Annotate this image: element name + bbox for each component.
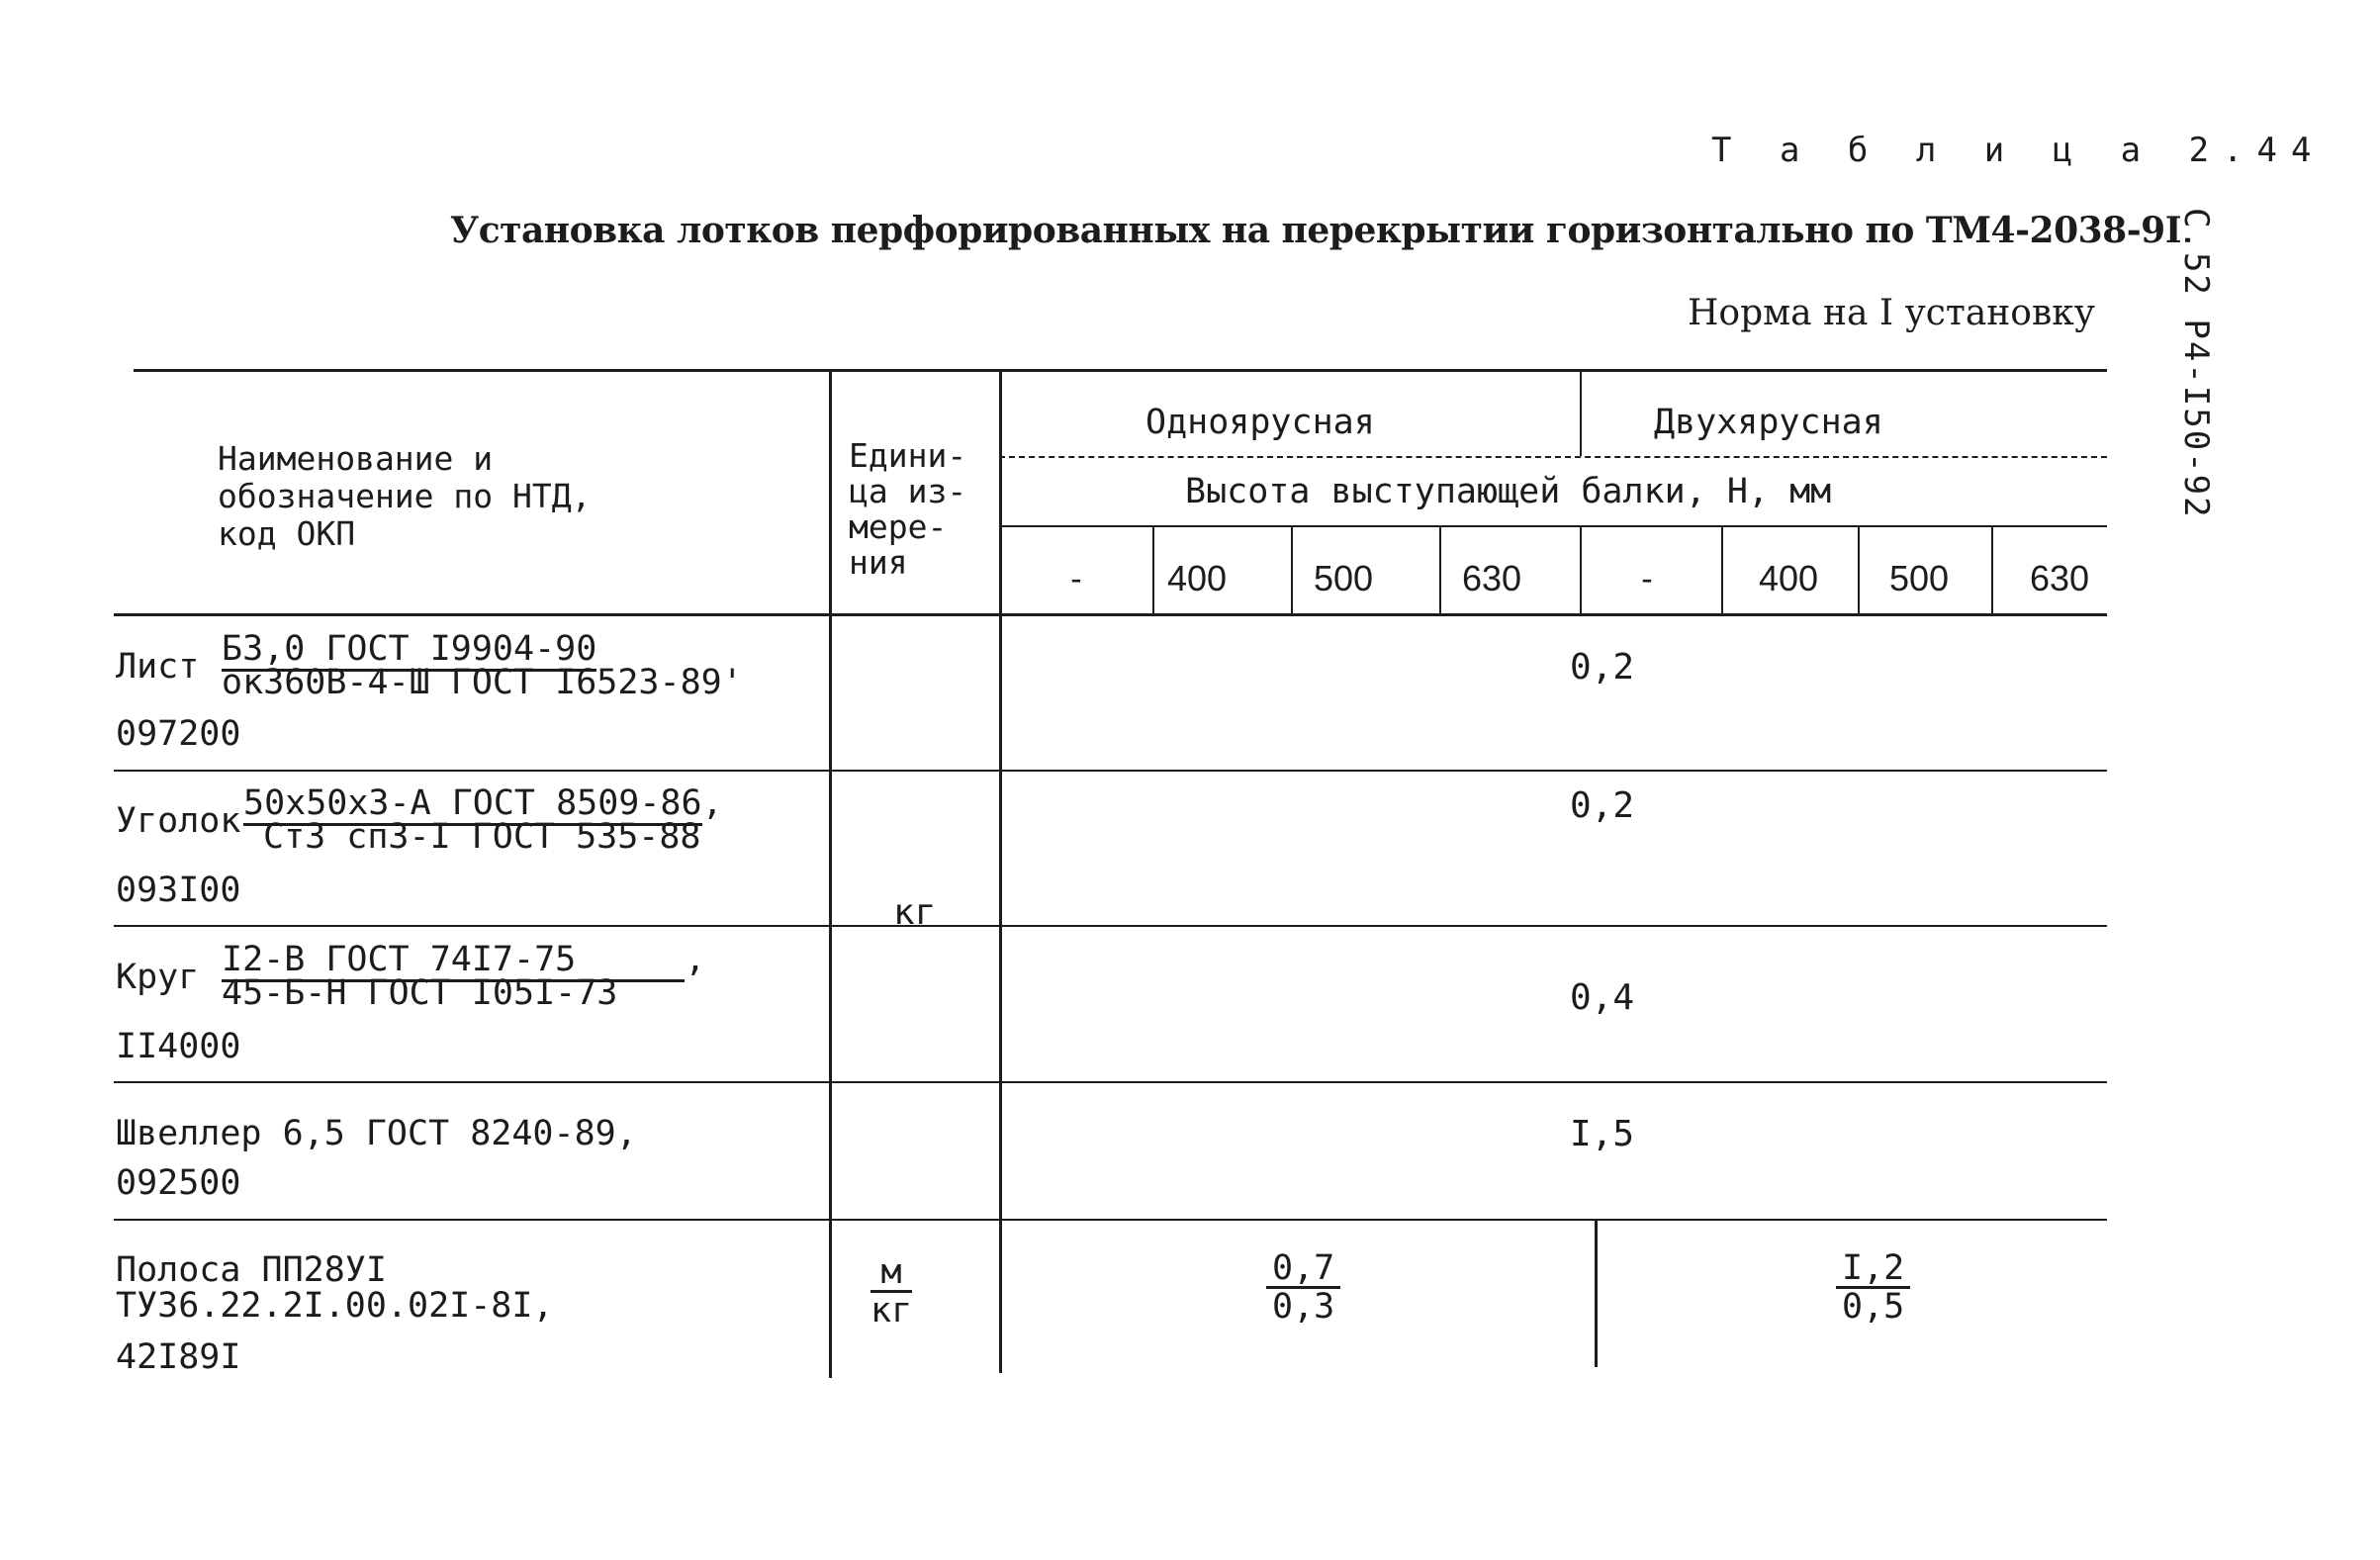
unit-col-header: Едини- ца из- мере- ния <box>849 436 967 582</box>
row-5-line1: Полоса ПП28УI <box>116 1250 387 1290</box>
row-3-numerator: I2-В ГОСТ 74I7-75 , <box>222 940 705 979</box>
unit-col-right-border <box>999 369 1002 1373</box>
header-bottom-border <box>114 613 2107 616</box>
side-code: С.52 Р4-I50-92 <box>2176 208 2216 519</box>
height-sep-5 <box>1721 525 1723 613</box>
group-double-header: Двухярусная <box>1654 403 1883 442</box>
page-title: Установка лотков перфорированных на перекрытии горизонтально по ТМ4-2038-9I <box>450 210 2182 251</box>
row-2-numerator: 50х50х3-А ГОСТ 8509-86, <box>243 783 723 823</box>
row-1-prefix: Лист <box>116 647 200 687</box>
height-sep-2 <box>1291 525 1293 613</box>
row-2-prefix: Уголок <box>116 801 241 841</box>
height-cell: 400 <box>1167 558 1228 598</box>
group-single-header: Одноярусная <box>1145 403 1375 442</box>
row-1-numerator: Б3,0 ГОСТ I9904-90 <box>222 629 596 669</box>
row-5-unit: м кг <box>870 1252 913 1331</box>
row-3-prefix: Круг <box>116 958 200 997</box>
last-row-group-separator <box>1595 1219 1598 1367</box>
height-cell: 630 <box>1462 558 1522 598</box>
row-4-line1: Швеллер 6,5 ГОСТ 8240-89, <box>116 1114 637 1153</box>
height-sep-1 <box>1152 525 1154 613</box>
height-cell: 500 <box>1314 558 1374 598</box>
row-divider-3 <box>114 1081 2107 1083</box>
height-sep-7 <box>1991 525 1993 613</box>
row-3-value: 0,4 <box>1570 977 1635 1018</box>
row-3-code: II4000 <box>116 1027 241 1066</box>
height-cell: - <box>1066 559 1086 597</box>
unit-kg-shared: кг <box>893 892 937 933</box>
row-1-denominator: ок360В-4-Ш ГОСТ I6523-89' <box>222 663 743 702</box>
group-separator <box>1580 369 1582 456</box>
height-cell: - <box>1637 559 1657 597</box>
height-cell: 500 <box>1889 558 1950 598</box>
row-3-denominator: 45-Б-Н ГОСТ I05I-73 <box>222 973 618 1013</box>
row-5-code: 42I89I <box>116 1337 241 1377</box>
height-cell: 630 <box>2030 558 2090 598</box>
height-cell: 400 <box>1759 558 1819 598</box>
unit-col-left-border <box>829 369 832 1378</box>
row-5-double-value: $\frac{I,2}{0,5}$ <box>1836 1250 1910 1325</box>
row-2-denominator: Ст3 сп3-I ГОСТ 535-88 <box>263 817 701 857</box>
row-1-code: 097200 <box>116 714 241 754</box>
height-sep-3 <box>1439 525 1441 613</box>
row-divider-2 <box>114 925 2107 927</box>
row-5-line2: ТУ36.22.2I.00.02I-8I, <box>116 1286 554 1326</box>
row-divider-1 <box>114 770 2107 772</box>
table-caption: Т а б л и ц а 2.44 <box>1711 131 2326 170</box>
height-sep-4 <box>1580 525 1582 613</box>
row-divider-4 <box>114 1219 2107 1221</box>
row-4-code: 092500 <box>116 1163 241 1203</box>
norm-label: Норма на I установку <box>1688 293 2095 333</box>
row-4-value: I,5 <box>1570 1114 1635 1154</box>
height-divider <box>999 525 2107 527</box>
name-col-header: Наименование и обозначение по НТД, код ОКП <box>218 439 592 553</box>
row-1-value: 0,2 <box>1570 647 1635 688</box>
row-5-single-value: $\frac{0,7}{0,3}$ <box>1266 1250 1340 1325</box>
height-sep-6 <box>1858 525 1860 613</box>
table-top-border <box>134 369 2107 372</box>
row-2-value: 0,2 <box>1570 785 1635 826</box>
row-2-code: 093I00 <box>116 871 241 910</box>
group-divider <box>999 456 2107 458</box>
height-label: Высота выступающей балки, Н, мм <box>1185 472 1832 511</box>
